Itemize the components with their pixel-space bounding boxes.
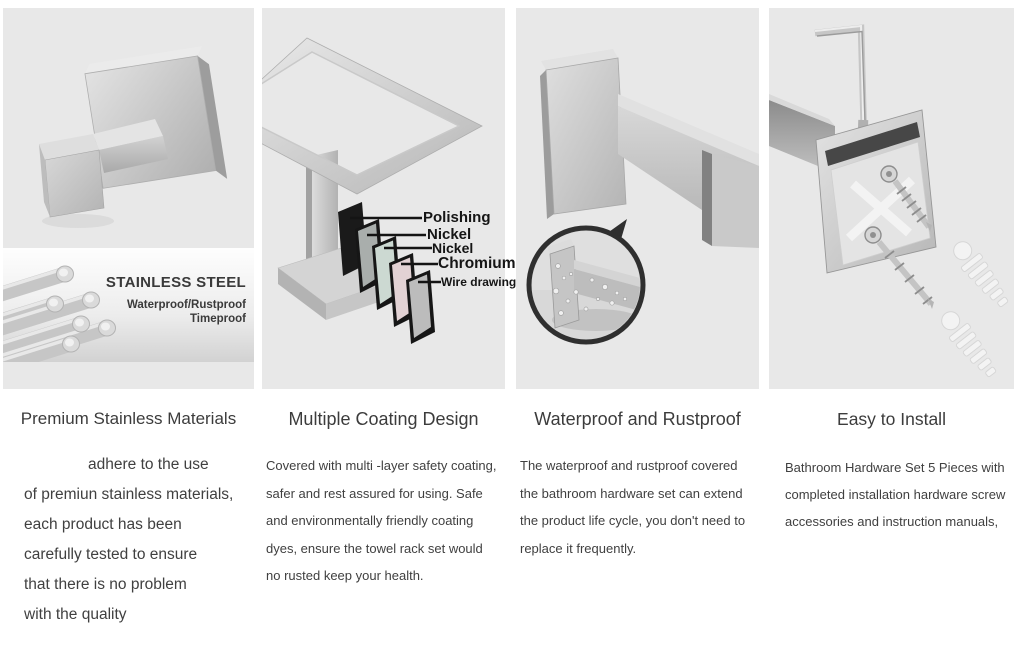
heading-waterproof: Waterproof and Rustproof [534,409,741,429]
body-waterproof [520,452,762,563]
body-easy-install [785,454,1014,535]
heading-easy-install: Easy to Install [837,409,946,429]
body-line: Covered with multi -layer safety coating, [266,458,497,473]
waterproof-detail-photo [516,8,759,389]
wall-anchor-1 [948,236,1014,311]
magnifier-detail [526,219,650,342]
heading-multiple-coating: Multiple Coating Design [288,409,479,429]
body-line: accessories and instruction manuals, [785,514,999,529]
layer-label-polishing: Polishing [423,209,491,226]
inset-subtitle-1: Waterproof/Rustproof [126,299,246,311]
square-robe-hook-photo [3,8,254,389]
panel-waterproof [516,8,759,389]
mounting-plate [816,110,936,273]
body-line: Bathroom Hardware Set 5 Pieces with [785,460,1005,475]
stainless-steel-caption [106,274,246,326]
coating-layers-diagram [262,8,505,389]
body-line: no rusted keep your health. [266,568,424,583]
layer-label-chromium: Chromium [438,255,516,272]
panel-premium-materials [3,8,254,389]
body-line: completed installation hardware screw [785,487,1006,502]
body-line: safer and rest assured for using. Safe [266,485,483,501]
layer-label-nickel-1: Nickel [427,226,472,243]
body-line: that there is no problem [24,576,187,593]
layer-label-nickel-2: Nickel [432,240,474,256]
inset-subtitle-2: Timeproof [189,312,246,325]
body-line: of premiun stainless materials, [24,486,234,503]
inset-title: STAINLESS STEEL [105,274,246,291]
shelf-frame [262,38,482,194]
body-line: each product has been [24,516,182,533]
bracket-arm [618,94,759,248]
body-line: The waterproof and rustproof covered [520,458,738,473]
body-multiple-coating [266,452,508,590]
panel-multiple-coating [262,8,505,389]
body-premium-materials [24,450,254,630]
panel-easy-install [769,8,1014,389]
body-line: and environmentally friendly coating [266,513,474,528]
body-line: adhere to the use [88,456,209,473]
body-line: the bathroom hardware set can extend [520,485,743,501]
heading-premium-materials: Premium Stainless Materials [20,409,237,428]
wall-anchor-2 [936,306,1002,381]
installation-hardware-photo [769,8,1014,389]
bracket-plate [540,49,626,219]
body-line: carefully tested to ensure [24,546,198,563]
body-line: replace it frequently. [520,541,637,557]
body-line: the product life cycle, you don't need to [520,513,746,529]
layer-label-wire-drawing: Wire drawing [441,275,517,289]
body-line: dyes, ensure the towel rack set would [266,540,483,556]
body-line: with the quality [24,606,127,623]
